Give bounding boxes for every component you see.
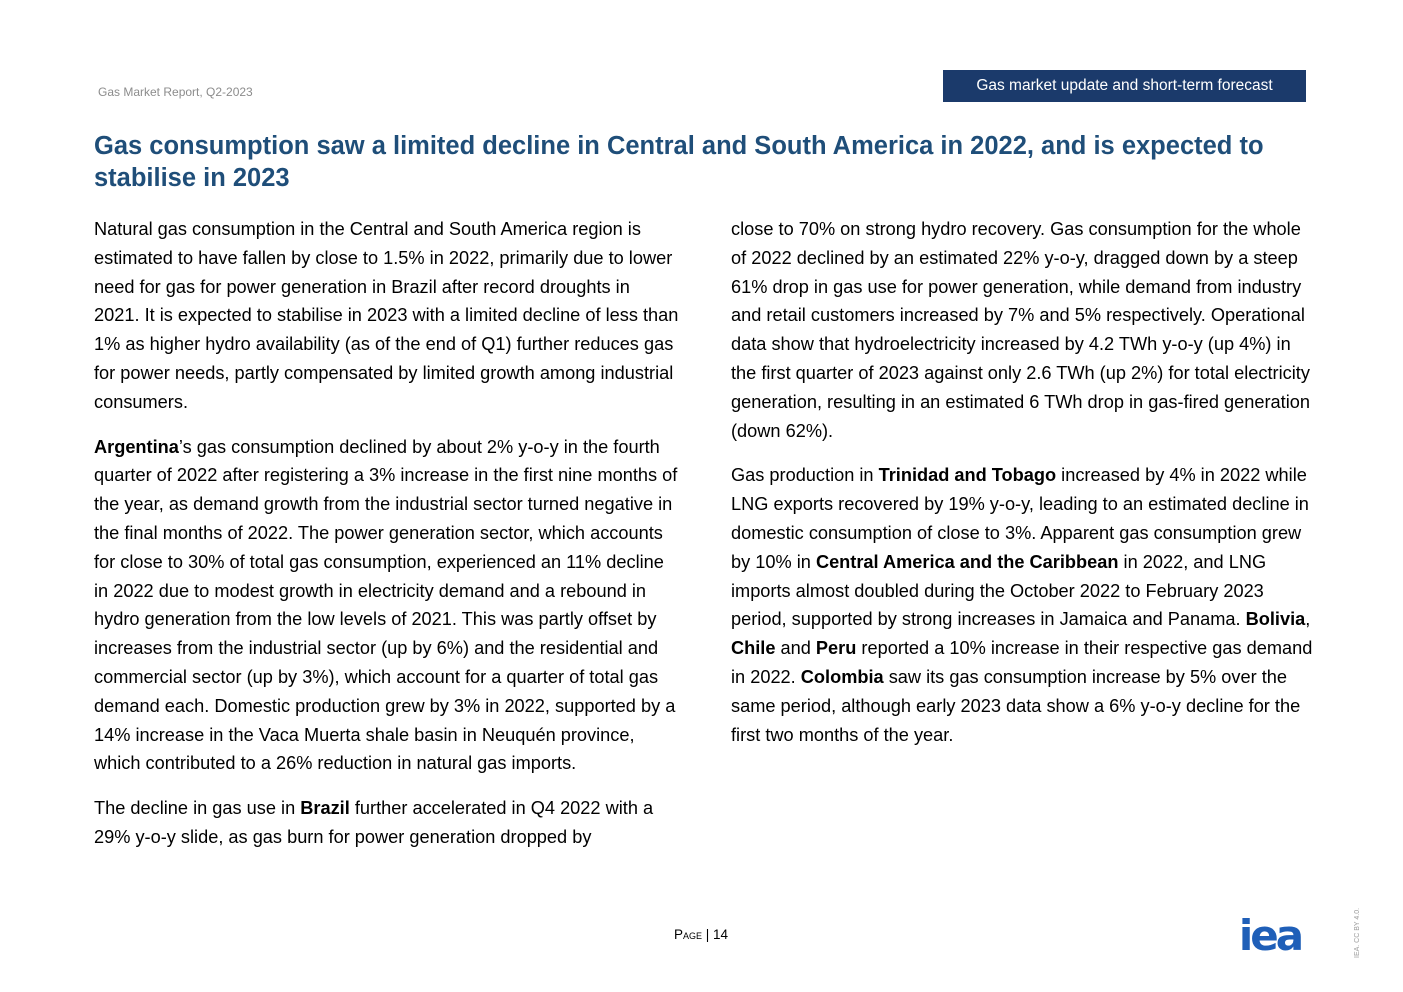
- country-bolivia: Bolivia: [1245, 609, 1306, 630]
- country-chile: Chile: [731, 638, 776, 659]
- paragraph-argentina: Argentina’s gas consumption declined by about 2% y-o-y in the fourth quarter of 2022 after registering a 3% increase in the first nine months of the year, as demand growth from the industrial sector turned negative in the final months of 2022. The power generation sector, which accounts for close to 30% of total gas consumption, experienced an 11% decline in 2022 due to modest growth in electricity demand and a rebound in hydro generation from the low levels of 2021. This was partly offset by increases from the industrial sector (up by 6%) and the residential and commercial sector (up by 3%), which account for a quarter of total gas demand each. Domestic production grew by 3% in 2022, supported by a 14% increase in the Vaca Muerta shale basin in Neuquén province, which contributed to a 26% reduction in natural gas imports.: [94, 436, 678, 774]
- right-column: [731, 215, 1316, 765]
- country-peru: Peru: [815, 638, 857, 659]
- page-number: Page | 14: [674, 927, 729, 942]
- paragraph-brazil: The decline in gas use in Brazil further accelerated in Q4 2022 with a 29% y-o-y slide, as gas burn for power generation dropped by: [94, 798, 654, 847]
- svg-text:iea: iea: [1238, 917, 1302, 953]
- paragraph-brazil-continued: close to 70% on strong hydro recovery. Gas consumption for the whole of 2022 declined by an estimated 22% y-o-y, dragged down by a steep 61% drop in gas use for power generation, while demand from industry and retail customers increased by 7% and 5% respectively. Operational data show that hydroelectricity increased by 4.2 TWh y-o-y (up 4%) in the first quarter of 2023 against only 2.6 TWh (up 2%) for total electricity generation, resulting in an estimated 6 TWh drop in gas-fired generation (down 62%).: [731, 219, 1310, 441]
- license-notice: IEA. CC BY 4.0.: [1354, 907, 1361, 958]
- region-central-america-caribbean: Central America and the Caribbean: [815, 551, 1119, 572]
- section-banner: Gas market update and short-term forecast: [943, 70, 1306, 102]
- paragraph-other-countries: Gas production in Trinidad and Tobago increased by 4% in 2022 while LNG exports recovered by 19% y-o-y, leading to an estimated decline in domestic consumption of close to 3%. Apparent gas consumption grew by 10% in Central America and the Caribbean in 2022, and LNG imports almost doubled during the October 2022 to February 2023 period, supported by strong increases in Jamaica and Panama. Bolivia, Chile and Peru reported a 10% increase in their respective gas demand in 2022. Colombia saw its gas consumption increase by 5% over the same period, although early 2023 data show a 6% y-o-y decline for the first two months of the year.: [731, 465, 1313, 745]
- report-label: Gas Market Report, Q2-2023: [98, 85, 253, 99]
- country-trinidad-tobago: Trinidad and Tobago: [878, 465, 1057, 486]
- country-brazil: Brazil: [300, 798, 350, 819]
- page-title: Gas consumption saw a limited decline in Central and South America in 2022, and is expected to stabilise in 2023: [94, 132, 1264, 192]
- paragraph-region-overview: Natural gas consumption in the Central and South America region is estimated to have fallen by close to 1.5% in 2022, primarily due to lower need for gas for power generation in Brazil after record droughts in 2021. It is expected to stabilise in 2023 with a limited decline of less than 1% as higher hydro availability (as of the end of Q1) further reduces gas for power needs, partly compensated by limited growth among industrial consumers.: [94, 219, 679, 412]
- country-argentina: Argentina: [94, 436, 179, 457]
- country-colombia: Colombia: [800, 666, 884, 687]
- iea-logo: [1230, 917, 1310, 953]
- left-column: [94, 215, 679, 868]
